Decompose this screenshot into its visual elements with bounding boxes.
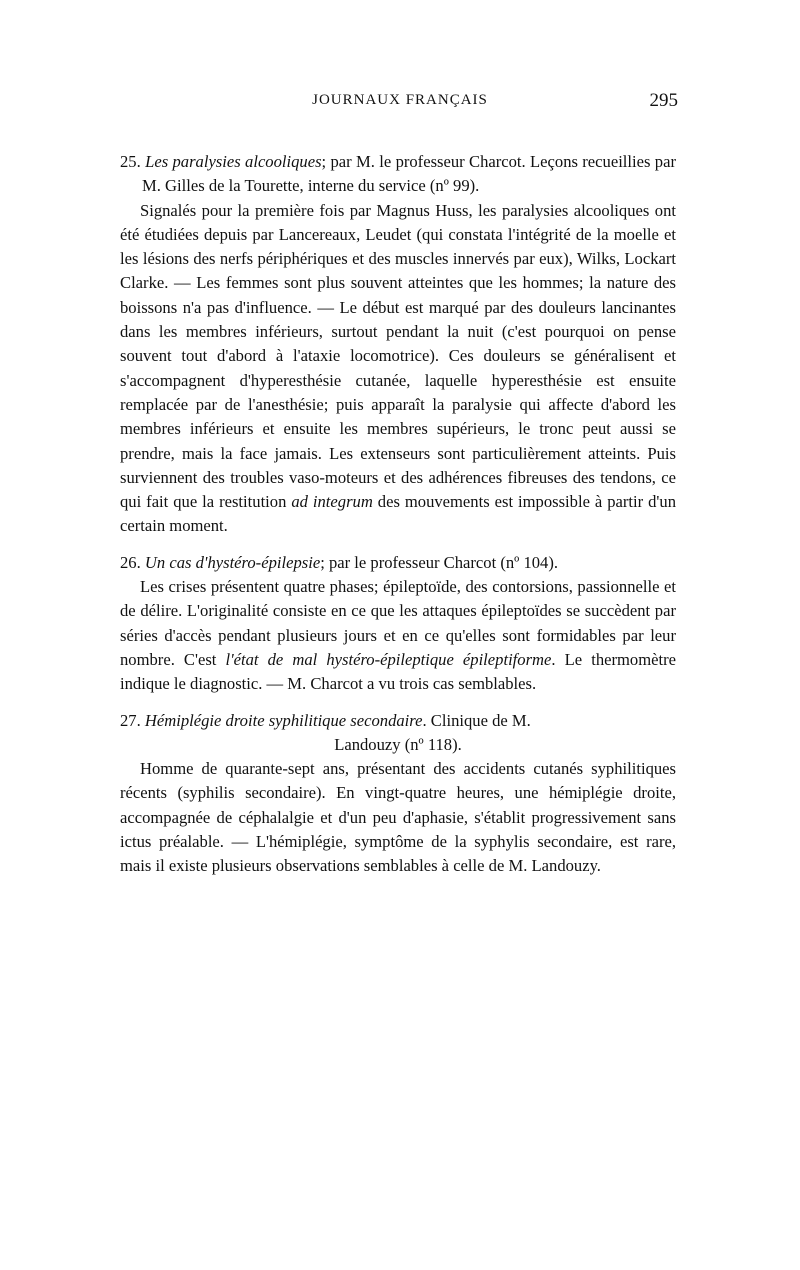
entry-number: 26. bbox=[120, 552, 141, 572]
entry-title-italic: Hémiplégie droite syphilitique secondaire bbox=[144, 710, 423, 730]
body-text: Signalés pour la première fois par Magnus Huss, les paralysies alcooliques ont été étudiées depuis par Lancereaux, Leudet (qui constata l'intégrité de la moelle et les lésions des nerfs périphériques et des muscles innervés par eux), Wilks, Lockart Clarke. — Les femmes sont plus souvent atteintes que les hommes; la nature des boissons n'a pas d'influence. — Le début est marqué par des douleurs lancinantes dans les membres inférieurs, surtout pendant la nuit (c'est pourquoi on pense souvent tout d'abord à l'ataxie locomotrice). Ces douleurs se généralisent et s'accompagnent d'hyperesthésie cutanée, laquelle hyperesthésie est ensuite remplacée par de l'anesthésie; puis apparaît la paralysie qui affecte d'abord les membres inférieurs et ensuite les membres supérieurs, le tronc peut aussi se prendre, mais la face jamais. Les extenseurs sont particulièrement atteints. Puis surviennent des troubles vaso-moteurs et des adhérences fibreuses des tendons, ce qui fait que la restitution bbox=[120, 200, 676, 512]
body-italic: l'état de mal hystéro-épileptique épileptiforme bbox=[225, 649, 552, 669]
running-title: JOURNAUX FRANÇAIS bbox=[312, 92, 488, 108]
entry-27-body bbox=[120, 757, 676, 878]
entry-title-italic: Les paralysies alcooliques bbox=[145, 152, 322, 171]
entry-title-italic: Un cas d'hystéro-épilepsie bbox=[144, 552, 321, 572]
entry-title-rest: ; par le professeur Charcot (nº 104). bbox=[320, 552, 559, 572]
entry-27-title bbox=[120, 709, 676, 758]
page-number: 295 bbox=[649, 90, 678, 111]
entry-title-line2: Landouzy (nº 118). bbox=[334, 734, 462, 754]
body-text: Homme de quarante-sept ans, présentant des accidents cutanés syphilitiques récents (syphilis secondaire). En vingt-quatre heures, une hémiplégie droite, accompagnée de céphalalgie et d'un peu d'aphasie, s'établit progressivement sans ictus préalable. — L'hémiplégie, symptôme de la syphylis secondaire, est rare, mais il existe plusieurs observations semblables à celle de M. Landouzy. bbox=[120, 759, 676, 876]
entry-title-rest: . Clinique de M. bbox=[422, 710, 531, 730]
body-italic: ad integrum bbox=[291, 492, 373, 512]
entry-26-title bbox=[120, 551, 676, 575]
body-text: Les crises présentent quatre phases; épileptoïde, des contorsions, passionnelle et de délire. L'originalité consiste en ce que les attaques épileptoïdes se succèdent par séries d'accès pendant plusieurs jours et en ce qu'elles sont formidables par leur nombre. C'est bbox=[120, 577, 676, 669]
body-text-end: . Le thermomètre indique le diagnostic. — M. Charcot a vu trois cas semblables. bbox=[120, 649, 676, 694]
body-text-end: des mouvements est impossible à partir d'un certain moment. bbox=[120, 492, 676, 536]
entry-26-body bbox=[120, 575, 676, 696]
entry-number: 27. bbox=[120, 710, 141, 730]
page-header bbox=[122, 90, 678, 118]
entry-25-title bbox=[120, 150, 676, 199]
entry-25-body bbox=[120, 199, 676, 539]
page-body bbox=[120, 150, 676, 879]
entry-number: 25. bbox=[120, 152, 141, 171]
entry-title-rest: ; par M. le professeur Charcot. Leçons recueillies par M. Gilles de la Tourette, interne du service (nº 99). bbox=[142, 152, 676, 196]
